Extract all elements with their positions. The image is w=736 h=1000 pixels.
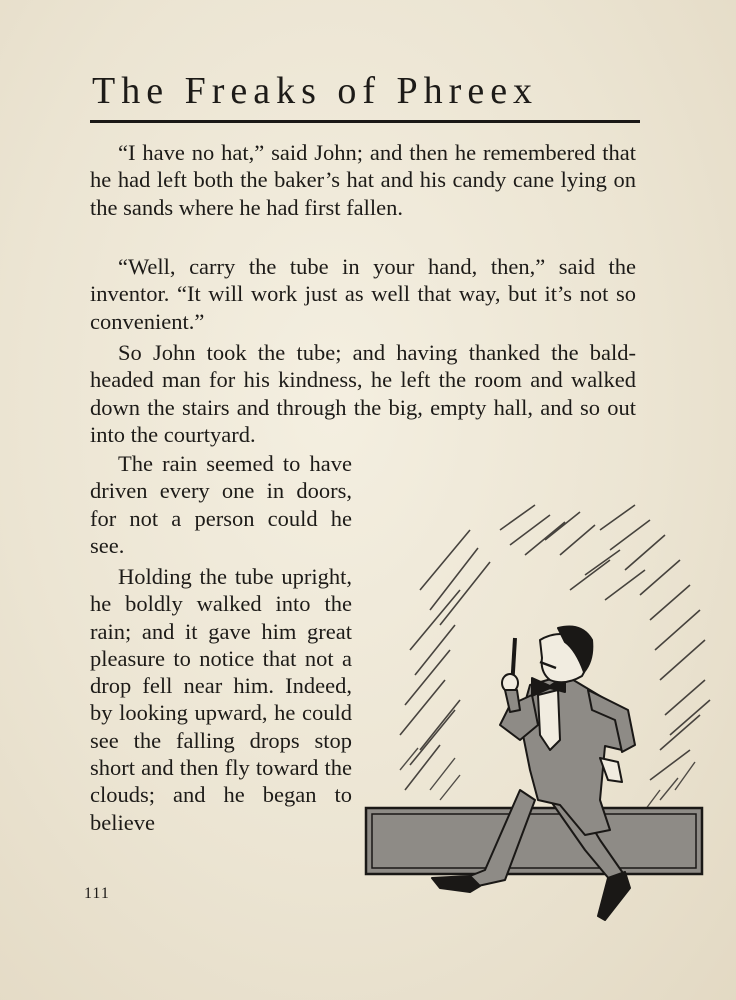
paragraph-3: So John took the tube; and having thanked the bald-headed man for his kindness, he left the room and walked down the stairs and through the big, empty hall, and so out into the courtyard. [90, 340, 636, 447]
page-header [90, 68, 640, 123]
running-title: The Freaks of Phreex [92, 70, 539, 112]
paragraph-4: The rain seemed to have driven every one in doors, for not a person could he see. [90, 451, 352, 558]
walking-man-illustration [360, 500, 720, 930]
man-figure [432, 627, 635, 921]
bench [366, 808, 702, 874]
paragraph-2: “Well, carry the tube in your hand, then,” said the inventor. “It will work just as well that way, but it’s not so convenient.” [90, 254, 636, 334]
page-number: 111 [84, 885, 110, 902]
paragraph-1: “I have no hat,” said John; and then he remembered that he had left both the baker’s hat and his candy cane lying on the sands where he had first fallen. [90, 140, 636, 220]
paragraph-5: Holding the tube upright, he boldly walked into the rain; and it gave him great pleasure to notice that not a drop fell near him. Indeed, by looking upward, he could see the falling drops stop short and then fly toward the clouds; and he began to believe [90, 564, 352, 835]
